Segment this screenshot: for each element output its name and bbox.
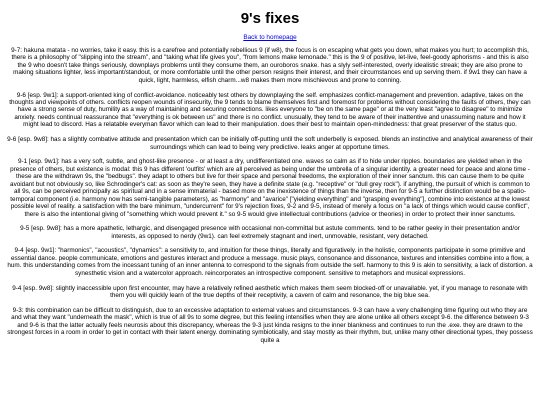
back-link-container: [0, 34, 540, 42]
content: [7, 47, 533, 351]
back-to-homepage-link[interactable]: Back to homepage: [243, 34, 297, 41]
paragraph-9-6-9w8: 9-6 [esp. 9w8]: has a slightly combative attitude and presentation which can be initially off-putting until the soft underbelly is exposed. blends an instinctive and analytical awareness of their surroundings which can lead to being very predictive. leaks anger at opportune times.: [7, 136, 533, 151]
paragraph-9-6-9w1: 9-6 [esp. 9w1]: a support-oriented king of conflict-avoidance. noticeably test others by downplaying the self. emphasizes conflict-management and prevention. adaptive, takes on the thoughts and viewpoints of others. conflicts reopen wounds of insecurity, the 9 tends to blame themselves first and foremost for problems without considering the faults of others, they can have a strong sense of duty, humility as a way of maintaining and securing connections. likes everyone to "be on the same page" or at the very least "agree to disagree" to minimize anxiety. needs continual reassurance that "everything is ok between us" and there is no conflict. unusually, they tend to be aware of their inattentive and unassuming nature and how it might lead to discord. Has a relatable everyman flavor which can lead to their manipulation. does their best to maintain open-mindedness: that great preserver of the status quo.: [9, 91, 531, 129]
paragraph-9-3: 9-3: this combination can be difficult to distinguish, due to an excessive adaptation to external values and circumstances. 9-3 can have a very challenging time figuring out who they are and what they want "underneath the mask", which is true of all 9s to some degree, but this feeling intensifies when they are alone unlike all others except 9-6. the difference between 9-3 and 9-6 is that the latter actually feels neurosis about this discrepancy, whereas the 9-3 just kinda resigns to the inner blankness and continues to run the .exe. they are drawn to the strongest forces in a room in order to get in contact with their latent energy. dominating symbiotically, and stay mostly as their rhythm, but, unlike many other directional types, they possess quite a: [7, 306, 533, 344]
paragraph-9-5-9w8: 9-5 [esp. 9w8]: has a more apathetic, lethargic, and disengaged presence with occasional non-committal but astute comments. tend to be rather geeky in their presentation and/or interests, as opposed to nerdy (9w1). can feel extremely stagnant and inert, unmovable, resistant, very detached.: [20, 225, 520, 240]
page-title: 9's fixes: [240, 10, 300, 27]
paragraph-9-4-9w1: 9-4 [esp. 9w1]: "harmonics", "acoustics", "dynamics": a sensitivity to, and intuition for these things, literally and figuratively. in the holistic, components participate in some primitive and essential dance. people communicate, emotions and gestures interact and produce a message. music plays, consonance and dissonance, textures and intensities combine into a flow, a hum. this understanding comes from the incessant tuning of an inner antenna to correspond to the signals from outside the self. harmony to this 9 is akin to sensitivity, a lack of distortion. a synesthetic vision and a watercolor approach. reincorporates an introspective component. sensitive to metaphors and musical expressions.: [7, 247, 533, 277]
paragraph-9-4-9w8: 9-4 [esp. 9w8]: slightly inaccessible upon first encounter, may have a relatively refined aesthetic which makes them seem blocked-off or unavailable. yet, if you manage to resonate with them you will quickly learn of the true depths of their receptivity, a cavern of calm and resonance, the big blue sea.: [12, 284, 528, 300]
paragraph-9-5-9w1: 9-1 [esp. 9w1]: has a very soft, subtle, and ghost-like presence - or at least a dry, undifferentiated one. waves so calm as if to hide under ripples. boundaries are yielded when in the presence of others, but existence is modal: this 9 has different 'outfits' which are all perceived as being under the umbrella of a singular identity. a greater need for peace and alone time - these are the withdrawn 9s, the "bedbugs". they adapt to others but live for their space and personal freedoms, the exploration of their inner sanctum. this can cause them to be quite avoidant but not obviously so, like Schrodinger's cat: as soon as they're seen, they have a definite state (e.g. "receptive" or "dull grey rock"). if anything, the pursuit of which is common to all 9s, can be perceived principally as spiritual and in a sense immaterial - based more on the inexistence of things than the inverse, then for 9-5 a further distinction would be a spatio-temporal component (i.e. harmony now has semi-tangible parameters), as "harmony" and "avarice" ["yielding everything" and "grasping everything"], combine into existence at the lowest possible level of reality. a satisfaction with the bare minimum, "undercurrent" for 9's rejection fixes, 9-2 and 9-5, instead of merely a focus on "a lack of things which would cause conflict", there is also the intentional giving of "something which would prevent it." so 9-5 would give intellectual contributions (advice or theories) in order to protect their inner sanctums.: [10, 158, 530, 218]
paragraph-9-7: 9-7: hakuna matata - no worries, take it easy. this is a carefree and potentially rebellious 9 (if w8), the focus is on escaping what gets you down, what makes you hurt; to accomplish this, there is a philosophy of "slipping into the stream", and "taking what life gives you", "from lemons make lemonade." this is the 9 of positive, let-live, feel-goody aphorisms - and this is also the 9 who doesn't take things seriously, downplays problems until they consume them, an ouroboros snake. has a slyly self-interested, overly idealistic streak; they are also prone to making situations lighter, less important/standout, or more comfortable until the other person resigns their interest, and their circumstances end up serving them. if 9w1 they can have a quick, light, harmless, elfish charm...w8 makes them more mischievous and prone to conning.: [11, 47, 529, 84]
